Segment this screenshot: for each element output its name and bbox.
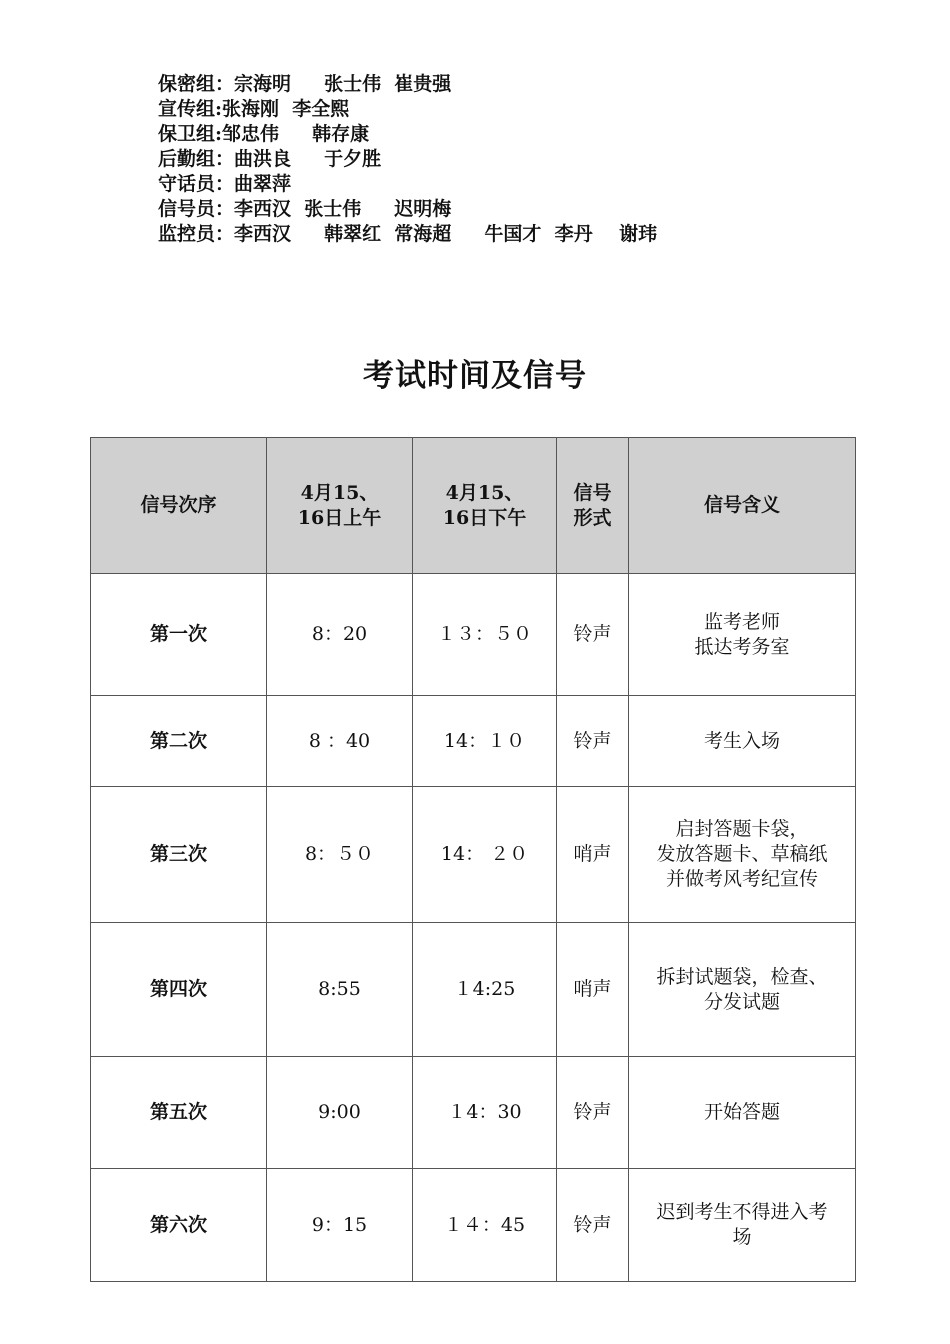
signal-schedule-table: [90, 437, 856, 1282]
cell-morning-time: 8 ：40: [267, 696, 413, 787]
cell-signal-meaning: 迟到考生不得进入考 场: [629, 1169, 856, 1282]
cell-morning-time: 8：５０: [267, 787, 413, 923]
staff-line-logistics: 后勤组：曲洪良 于夕胜: [158, 148, 382, 170]
cell-morning-time: 9：15: [267, 1169, 413, 1282]
cell-signal-form: 铃声: [557, 696, 629, 787]
staff-line-monitor: 监控员：李西汉 韩翠红 常海超 牛国才 李丹 谢玮: [158, 223, 658, 245]
cell-signal-meaning: 开始答题: [629, 1057, 856, 1169]
cell-order: 第五次: [91, 1057, 267, 1169]
staff-line-publicity: 宣传组:张海刚 李全熙: [158, 98, 350, 120]
cell-signal-meaning: 拆封试题袋，检查、 分发试题: [629, 923, 856, 1057]
cell-order: 第四次: [91, 923, 267, 1057]
cell-signal-form: 哨声: [557, 787, 629, 923]
table-row: [91, 696, 856, 787]
staff-line-signaler: 信号员：李西汉 张士伟 迟明梅: [158, 198, 452, 220]
cell-afternoon-time: １３：５０: [413, 574, 557, 696]
cell-order: 第二次: [91, 696, 267, 787]
cell-signal-meaning: 启封答题卡袋， 发放答题卡、草稿纸 并做考风考纪宣传: [629, 787, 856, 923]
staff-line-secrecy: 保密组：宗海明 张士伟 崔贵强: [158, 73, 452, 95]
cell-afternoon-time: １4：30: [413, 1057, 557, 1169]
header-signal-meaning: 信号含义: [629, 438, 856, 574]
table-header-row: [91, 438, 856, 574]
cell-order: 第一次: [91, 574, 267, 696]
table-row: [91, 574, 856, 696]
staff-line-security: 保卫组:邹忠伟 韩存康: [158, 123, 370, 145]
cell-order: 第六次: [91, 1169, 267, 1282]
cell-morning-time: 8:55: [267, 923, 413, 1057]
cell-signal-form: 铃声: [557, 1057, 629, 1169]
header-signal-order: 信号次序: [91, 438, 267, 574]
table-row: [91, 1169, 856, 1282]
header-signal-form: 信号 形式: [557, 438, 629, 574]
header-morning-time: 4月15、 16日上午: [267, 438, 413, 574]
cell-signal-form: 铃声: [557, 574, 629, 696]
cell-afternoon-time: 14：１０: [413, 696, 557, 787]
table-row: [91, 1057, 856, 1169]
cell-afternoon-time: １４：45: [413, 1169, 557, 1282]
cell-morning-time: 8：20: [267, 574, 413, 696]
cell-signal-meaning: 考生入场: [629, 696, 856, 787]
page-title: 考试时间及信号: [363, 358, 587, 394]
table-row: [91, 787, 856, 923]
header-afternoon-time: 4月15、 16日下午: [413, 438, 557, 574]
table-row: [91, 923, 856, 1057]
cell-order: 第三次: [91, 787, 267, 923]
staff-list: [158, 72, 657, 247]
cell-signal-form: 哨声: [557, 923, 629, 1057]
cell-signal-form: 铃声: [557, 1169, 629, 1282]
cell-morning-time: 9:00: [267, 1057, 413, 1169]
cell-afternoon-time: 14： ２０: [413, 787, 557, 923]
staff-line-phone-operator: 守话员：曲翠萍: [158, 173, 292, 195]
cell-signal-meaning: 监考老师 抵达考务室: [629, 574, 856, 696]
cell-afternoon-time: １4:25: [413, 923, 557, 1057]
